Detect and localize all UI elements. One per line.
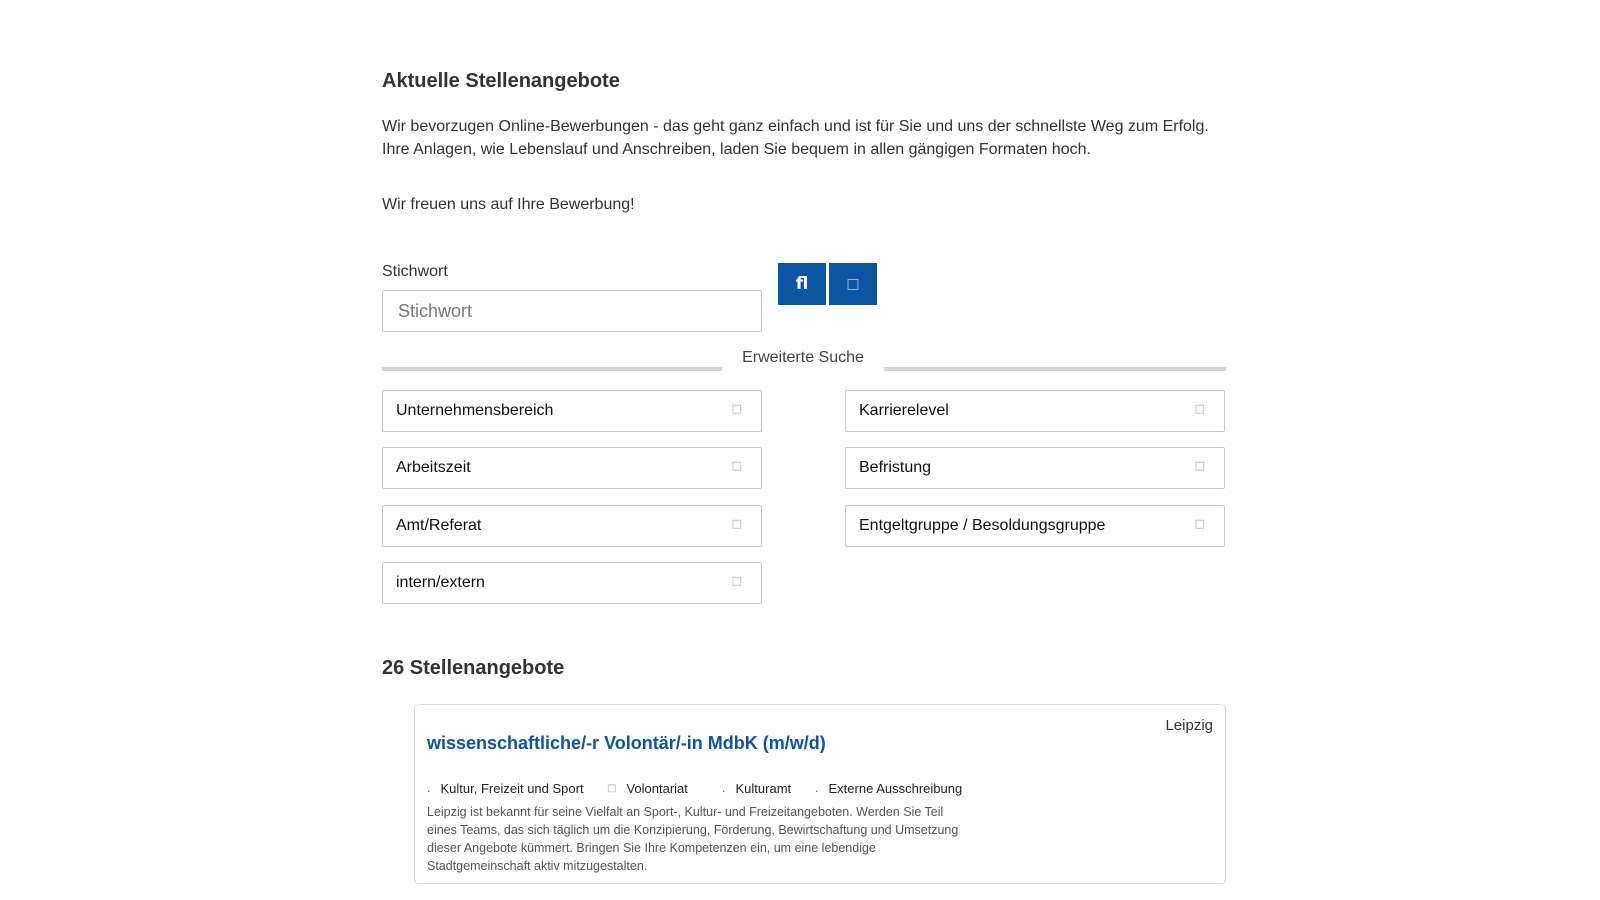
employment-type-icon: □	[607, 783, 617, 794]
search-button[interactable]	[778, 263, 826, 305]
job-tag-employment-type	[607, 781, 688, 796]
posting-type-icon: .	[815, 782, 819, 795]
search-icon: ﬂ	[795, 274, 809, 294]
advanced-search-toggle[interactable]: Erweiterte Suche	[742, 349, 864, 366]
filter-label: Arbeitszeit	[396, 459, 471, 476]
intro-line-2: Ihre Anlagen, wie Lebenslauf und Anschreiben, laden Sie bequem in allen gängigen Formaten hoch.	[382, 141, 1091, 158]
divider-line-left	[382, 367, 722, 371]
job-tag-category	[427, 781, 584, 796]
filter-label: Befristung	[859, 459, 932, 476]
category-icon: .	[427, 782, 431, 795]
chevron-down-icon: □	[731, 516, 742, 530]
filter-karrierelevel[interactable]	[845, 390, 1225, 432]
filter-arbeitszeit[interactable]	[382, 447, 762, 489]
filter-unternehmensbereich[interactable]	[382, 390, 762, 432]
filter-label: intern/extern	[396, 574, 485, 591]
chevron-down-icon: □	[731, 401, 742, 415]
chevron-down-icon: □	[731, 573, 742, 587]
job-title-link[interactable]: wissenschaftliche/-r Volontär/-in MdbK (m/w/d)	[427, 733, 826, 753]
job-tag-label: Externe Ausschreibung	[828, 781, 963, 796]
job-tag-posting-type	[815, 781, 962, 796]
reset-button[interactable]	[829, 263, 877, 305]
chevron-down-icon: □	[1194, 401, 1205, 415]
intro-closing: Wir freuen uns auf Ihre Bewerbung!	[382, 196, 635, 213]
filter-label: Amt/Referat	[396, 517, 482, 534]
page-title: Aktuelle Stellenangebote	[382, 70, 620, 92]
intro-text	[382, 115, 1226, 161]
reset-icon: □	[846, 276, 860, 292]
job-description: Leipzig ist bekannt für seine Vielfalt an Sport-, Kultur- und Freizeitangeboten. Werden Sie Teil eines Teams, das sich täglich um die Konzipierung, Förderung, Bewirtschaftung und Umsetzung dieser Angebote kümmert. Bringen Sie Ihre Kompetenzen ein, um eine lebendige Stadtgemeinschaft aktiv mitzugestalten.	[427, 805, 959, 873]
keyword-label: Stichwort	[382, 263, 448, 280]
chevron-down-icon: □	[1194, 516, 1205, 530]
office-icon: .	[722, 782, 726, 795]
filter-entgeltgruppe[interactable]	[845, 505, 1225, 547]
filter-label: Unternehmensbereich	[396, 402, 554, 419]
job-tag-label: Volontariat	[626, 781, 688, 796]
keyword-input[interactable]	[382, 290, 762, 332]
job-tag-label: Kultur, Freizeit und Sport	[440, 781, 584, 796]
chevron-down-icon: □	[731, 458, 742, 472]
job-tag-office	[722, 781, 791, 796]
divider-line-right	[884, 367, 1226, 371]
filter-label: Karrierelevel	[859, 402, 949, 419]
chevron-down-icon: □	[1194, 458, 1205, 472]
job-location: Leipzig	[1165, 717, 1213, 734]
filter-label: Entgeltgruppe / Besoldungsgruppe	[859, 517, 1106, 534]
job-card[interactable]	[414, 704, 1226, 884]
results-count: 26 Stellenangebote	[382, 657, 565, 679]
job-tag-label: Kulturamt	[735, 781, 792, 796]
filter-intern-extern[interactable]	[382, 562, 762, 604]
intro-line-1: Wir bevorzugen Online-Bewerbungen - das geht ganz einfach und ist für Sie und uns der schnellste Weg zum Erfolg.	[382, 118, 1209, 135]
filter-befristung[interactable]	[845, 447, 1225, 489]
filter-amt-referat[interactable]	[382, 505, 762, 547]
job-tags	[427, 781, 987, 801]
